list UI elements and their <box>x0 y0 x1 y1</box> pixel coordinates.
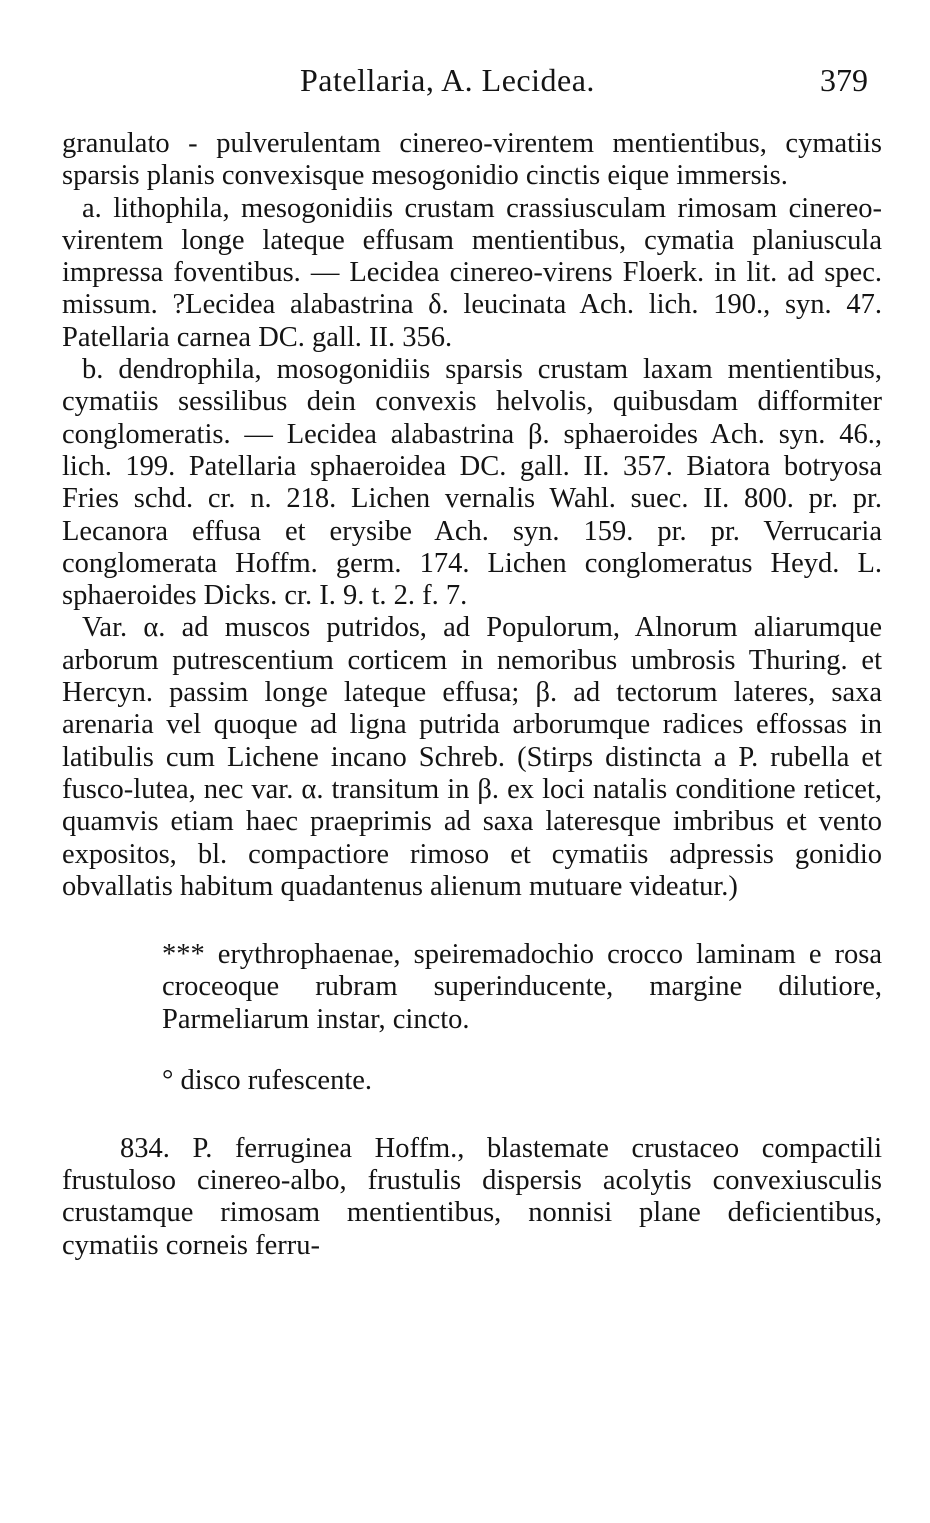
page-number: 379 <box>820 62 868 98</box>
section-erythrophaenae: *** erythrophaenae, speiremadochio crocco laminam e rosa croceoque rubram superinducente, margine dilutiore, Parmeliarum instar, cincto. <box>162 939 882 1035</box>
body-text <box>62 128 882 1262</box>
subsection-disco-rufescente: ° disco rufescente. <box>162 1064 373 1096</box>
page-header <box>0 62 930 102</box>
paragraph-continuation: granulato - pulverulentam cinereo-virentem mentientibus, cymatiis sparsis planis convexisque mesogonidio cinctis eique immersis. <box>62 128 882 192</box>
paragraph-varieties-habitat: Var. α. ad muscos putridos, ad Populorum, Alnorum aliarumque arborum putrescentium corticem in nemoribus umbrosis Thuring. et Hercyn. passim longe lateque effusa; β. ad tectorum lateres, saxa arenaria vel quoque ad ligna putrida arborumque radices effossas in latibulis cum Lichene incano Schreb. (Stirps distincta a P. rubella et fusco-lutea, nec var. α. transitum in β. ex loci natalis conditione reticet, quamvis etiam haec praeprimis ad saxa lateresque imbribus et vento expositos, bl. compactiore rimoso et cymatiis adpressis gonidio obvallatis habitum quadantenus alienum mutuare videatur.) <box>62 612 882 902</box>
running-title: Patellaria, A. Lecidea. <box>300 62 595 98</box>
paragraph-variety-lithophila: a. lithophila, mesogonidiis crustam crassiusculam rimosam cinereo-virentem longe lateque effusam mentientibus, cymatia planiuscula impressa foventibus. — Lecidea cinereo-virens Floerk. in lit. ad spec. missum. ?Lecidea alabastrina δ. leucinata Ach. lich. 190., syn. 47. Patellaria carnea DC. gall. II. 356. <box>62 192 882 353</box>
entry-834-ferruginea: 834. P. ferruginea Hoffm., blastemate crustaceo compactili frustuloso cinereo-albo, frustulis dispersis acolytis convexiusculis crustamque rimosam mentientibus, nonnisi plane deficientibus, cymatiis corneis ferru- <box>62 1132 882 1261</box>
paragraph-variety-dendrophila: b. dendrophila, mosogonidiis sparsis crustam laxam mentientibus, cymatiis sessilibus dein convexis helvolis, quibusdam difformiter conglomeratis. — Lecidea alabastrina β. sphaeroides Ach. syn. 46., lich. 199. Patellaria sphaeroidea DC. gall. II. 357. Biatora botryosa Fries schd. cr. n. 218. Lichen vernalis Wahl. suec. II. 800. pr. pr. Lecanora effusa et erysibe Ach. syn. 159. pr. pr. Verrucaria conglomerata Hoffm. germ. 174. Lichen conglomeratus Heyd. L. sphaeroides Dicks. cr. I. 9. t. 2. f. 7. <box>62 354 882 612</box>
